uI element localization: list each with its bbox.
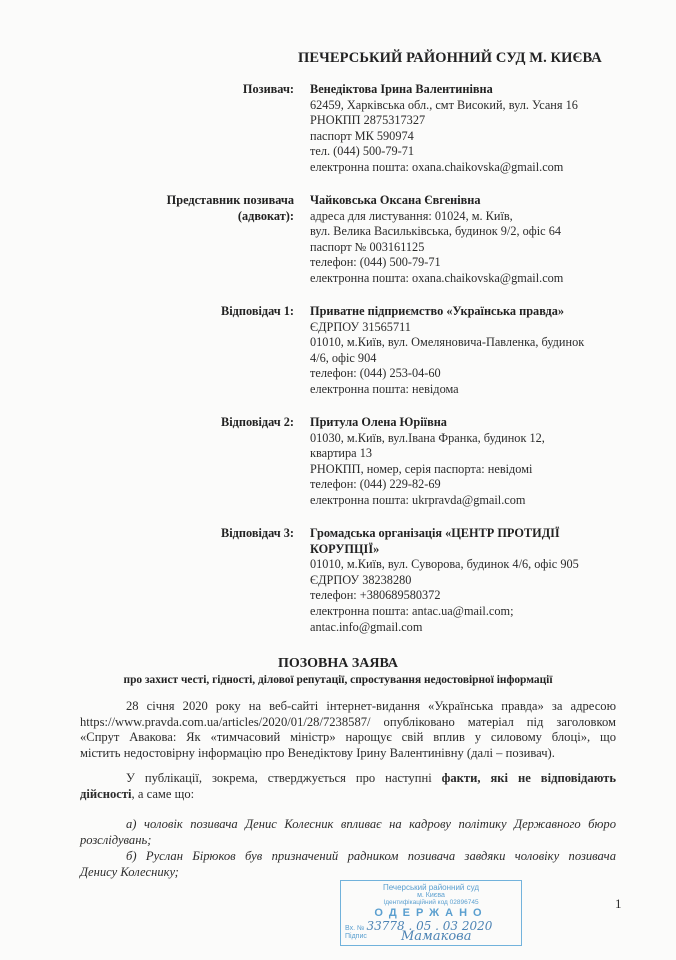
party-role-line: Відповідач 3: — [221, 526, 294, 540]
paragraph-line: 28 січня 2020 року на веб-сайті інтернет-видання «Українська правда» за адресою — [126, 699, 616, 713]
party-role-line: Відповідач 2: — [221, 415, 294, 429]
party-detail-line: 4/6, офіс 904 — [310, 350, 377, 365]
party-detail-line: 01030, м.Київ, вул.Івана Франка, будинок 12, — [310, 430, 545, 445]
party-role-line: Представник позивача — [166, 193, 294, 207]
party-role-line: Відповідач 1: — [221, 304, 294, 318]
stamp-number: 33778 . 05 . 03 2020 — [366, 919, 493, 933]
court-name: ПЕЧЕРСЬКИЙ РАЙОННИЙ СУД М. КИЄВА — [298, 50, 602, 66]
stamp-court: Печерський районний суд — [382, 883, 480, 892]
party-details — [310, 526, 650, 635]
party-detail-line: 01010, м.Київ, вул. Омеляновича-Павленка, будинок — [310, 335, 585, 350]
party-role-label — [167, 193, 294, 224]
text-bold: факти, які не відповідають — [441, 771, 616, 785]
party-role-label — [221, 304, 294, 320]
stamp-signature-prefix: Підпис — [345, 933, 367, 940]
party-detail-line: телефон: (044) 229-82-69 — [310, 477, 441, 492]
party-detail-line: antac.info@gmail.com — [310, 619, 423, 634]
party-name: Чайковська Оксана Євгенівна — [310, 193, 481, 207]
paragraph-line: містить недостовірну інформацію про Венедіктову Ірину Валентинівну (далі – позивач). — [80, 745, 555, 760]
received-stamp — [340, 880, 522, 946]
party-role-line: Позивач: — [242, 82, 294, 96]
paragraph-line — [80, 771, 616, 787]
party-detail-line: електронна пошта: ukrpravda@gmail.com — [310, 492, 526, 507]
item-a — [80, 817, 616, 848]
party-name: Притула Олена Юріївна — [310, 415, 447, 429]
stamp-code: Ідентифікаційний код 02896745 — [383, 899, 479, 906]
party-detail-line: телефон: (044) 253-04-60 — [310, 366, 441, 381]
paragraph-line — [80, 787, 616, 803]
party-role-label — [221, 415, 294, 431]
party-role-label — [221, 526, 294, 542]
page-number: 1 — [615, 896, 622, 911]
party-detail-line: РНОКПП, номер, серія паспорта: невідомі — [310, 461, 533, 476]
party-detail-line: електронна пошта: oxana.chaikovska@gmail.com — [310, 270, 564, 285]
party-detail-line: адреса для листування: 01024, м. Київ, — [310, 208, 513, 223]
paragraph-line: а) чоловік позивача Денис Колесник впливає на кадрову політику Державного бюро — [126, 817, 616, 831]
paragraph-line: https://www.pravda.com.ua/articles/2020/01/28/7238587/ опубліковано матеріал під заголовком — [80, 714, 616, 729]
party-detail-line: РНОКПП 2875317327 — [310, 113, 426, 128]
paragraph-line: «Спрут Авакова: Як «тимчасовий міністр» нарощує свій вплив у силовому блоці», що — [80, 730, 616, 744]
party-name: КОРУПЦІЇ» — [310, 541, 380, 556]
party-details — [310, 415, 650, 509]
party-detail-line: квартира 13 — [310, 446, 372, 461]
party-details — [310, 193, 650, 287]
party-detail-line: телефон: +380689580372 — [310, 588, 441, 603]
paragraph-line: розслідувань; — [80, 832, 152, 847]
stamp-number-prefix: Вх. № — [345, 925, 365, 932]
party-detail-line: 62459, Харківська обл., смт Високий, вул. Усаня 16 — [310, 97, 578, 112]
party-detail-line: 01010, м.Київ, вул. Суворова, будинок 4/6, офіс 905 — [310, 557, 579, 572]
text-plain: У публікації, зокрема, стверджується про наступні — [126, 771, 442, 785]
party-name: Приватне підприємство «Українська правда» — [310, 304, 565, 318]
party-name: Венедіктова Ірина Валентинівна — [310, 82, 493, 96]
party-detail-line: електронна пошта: невідома — [310, 381, 459, 396]
party-detail-line: вул. Велика Васильківська, будинок 9/2, офіс 64 — [310, 224, 562, 239]
party-detail-line: електронна пошта: oxana.chaikovska@gmail.com — [310, 159, 564, 174]
stamp-status: ОДЕРЖАНО — [374, 907, 488, 919]
party-details — [310, 304, 650, 398]
party-detail-line: ЄДРПОУ 31565711 — [310, 319, 411, 334]
document-title: ПОЗОВНА ЗАЯВА — [277, 656, 399, 671]
paragraph-facts — [80, 771, 616, 802]
party-detail-line: телефон: (044) 500-79-71 — [310, 255, 441, 270]
party-role-label — [243, 82, 294, 98]
party-role-line: (адвокат): — [237, 208, 294, 223]
stamp-signature: Мамакова — [401, 929, 472, 944]
text-bold: дійсності — [80, 786, 132, 801]
party-name: Громадська організація «ЦЕНТР ПРОТИДІЇ — [310, 526, 560, 540]
party-detail-line: електронна пошта: antac.ua@mail.com; — [310, 603, 514, 618]
paragraph-line: Денису Колеснику; — [80, 864, 179, 879]
paragraph-publication — [80, 699, 616, 761]
text-plain: , а саме що: — [131, 786, 195, 801]
party-detail-line: паспорт МК 590974 — [310, 128, 414, 143]
party-details — [310, 82, 650, 176]
paragraph-line: б) Руслан Бірюков був призначений радником позивача завдяки чоловіку позивача — [126, 849, 616, 863]
party-detail-line: ЄДРПОУ 38238280 — [310, 572, 412, 587]
document-subtitle: про захист честі, гідності, ділової репутації, спростування недостовірної інформації — [123, 674, 553, 686]
item-b — [80, 849, 616, 880]
stamp-city: м. Києва — [417, 892, 445, 899]
party-detail-line: тел. (044) 500-79-71 — [310, 144, 415, 159]
party-detail-line: паспорт № 003161125 — [310, 239, 425, 254]
